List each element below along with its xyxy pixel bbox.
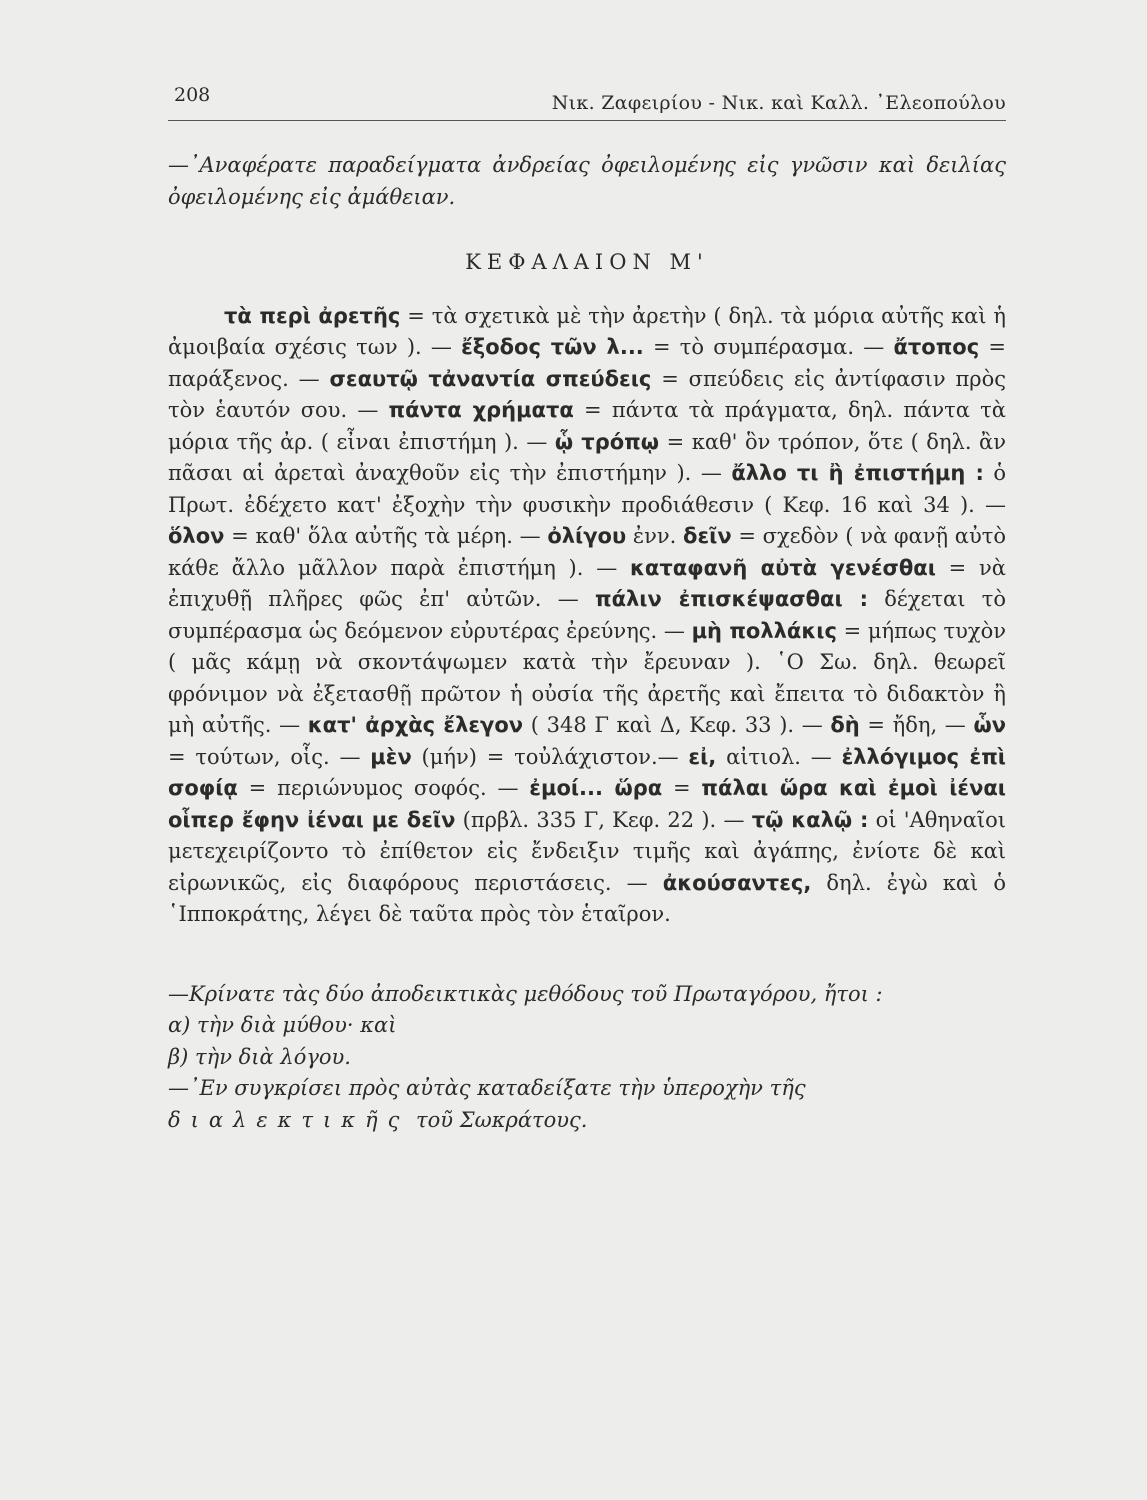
page-header — [168, 82, 1006, 121]
lemma-term: κατ' ἀρχὰς ἔλεγον — [307, 713, 524, 737]
lemma-term: μὲν — [370, 744, 412, 769]
gloss-text: (πρβλ. 335 Γ, Κεφ. 22 ). — — [455, 807, 752, 832]
chapter-title: ΚΕΦΑΛΑΙΟΝ Μ' — [465, 250, 709, 274]
gloss-text: αἰτιολ. — — [716, 744, 842, 769]
gloss-text: (μήν) = τοὐλάχιστον.— — [411, 744, 689, 769]
commentary-paragraph — [168, 301, 1006, 931]
question-1: —Κρίνατε τὰς δύο ἀποδεικτικὰς μεθόδους τοῦ Πρωταγόρου, ἤτοι : — [168, 981, 883, 1006]
question-1b: β) τὴν διὰ λόγου. — [168, 1044, 351, 1069]
lemma-term: πάλιν ἐπισκέψασθαι : — [594, 587, 868, 611]
gloss-text: = παράξενος. — — [168, 335, 1006, 391]
lemma-term: ἔξοδος τῶν λ... — [461, 335, 644, 359]
gloss-text: δέχεται τὸ συμπέρασμα ὡς δεόμενον εὐρυτέρας ἐρεύνης. — — [168, 587, 1006, 643]
gloss-text: = μήπως τυχὸν ( μᾶς κάμῃ νὰ σκοντάψωμεν κατὰ τὴν ἔρευναν ). ῾Ο Σω. δηλ. θεωρεῖ φρόνιμον νὰ ἐξετασθῇ πρῶτον ἡ οὐσία τῆς ἀρετῆς καὶ ἔπειτα τὸ διδακτὸν ἢ μὴ αὐτῆς. — — [168, 618, 1007, 737]
lemma-term: μὴ πολλάκις — [691, 618, 837, 643]
gloss-text: = — [662, 776, 702, 800]
gloss-text: = ἤδη, — — [859, 713, 974, 737]
gloss-text: ὁ Πρωτ. ἐδέχετο κατ' ἐξοχὴν τὴν φυσικὴν προδιάθεσιν ( Κεφ. 16 καὶ 34 ). — — [168, 461, 1006, 517]
gloss-text: οἱ 'Αθηναῖοι μετεχειρίζοντο τὸ ἐπίθετον εἰς ἔνδειξιν τιμῆς καὶ ἀγάπης, ἐνίοτε δὲ καὶ εἰρωνικῶς, εἰς διαφόρους περιστάσεις. — — [168, 807, 1007, 895]
intro-question: —᾿Αναφέρατε παραδείγματα ἀνδρείας ὀφειλομένης εἰς γνῶσιν καὶ δειλίας ὀφειλομένης εἰς ἀμάθειαν. — [168, 153, 1006, 209]
gloss-text: = σχεδὸν ( νὰ φανῇ αὐτὸ κάθε ἄλλο μᾶλλον παρὰ ἐπιστήμη ). — — [168, 524, 1006, 580]
gloss-text: = καθ' ὃν τρόπον, ὅτε ( δηλ. ἂν πᾶσαι αἱ ἀρεταὶ ἀναχθοῦν εἰς τὴν ἐπιστήμην ). — — [168, 429, 1006, 485]
question-2-spaced-word: διαλεκτικῆς — [168, 1107, 410, 1132]
question-2-suffix: τοῦ Σωκράτους. — [409, 1107, 588, 1132]
lemma-term: ὧν — [973, 713, 1007, 737]
lemma-term: καταφανῆ αὐτὰ γενέσθαι — [629, 555, 936, 580]
lemma-term: δὴ — [830, 713, 860, 737]
lemma-term: δεῖν — [683, 524, 732, 548]
gloss-text: ἐνν. — [626, 524, 684, 548]
lemma-term: ᾧ τρόπῳ — [554, 429, 660, 454]
gloss-text: = σπεύδεις εἰς ἀντίφασιν πρὸς τὸν ἑαυτόν σου. — — [168, 366, 1007, 422]
lemma-term: ἀκούσαντες, — [662, 870, 812, 895]
gloss-text: = τούτων, οἷς. — — [168, 744, 371, 769]
page-content — [168, 150, 1006, 1136]
lemma-term: ἐμοί... ὥρα — [529, 776, 663, 800]
question-2 — [168, 1073, 1006, 1136]
gloss-text: δηλ. ἐγὼ καὶ ὁ ῾Ιπποκράτης, λέγει δὲ ταῦτα πρὸς τὸν ἑταῖρον. — [168, 870, 1006, 926]
lemma-term: ἄτοπος — [893, 335, 980, 359]
gloss-text: ( 348 Γ καὶ Δ, Κεφ. 33 ). — — [523, 713, 831, 737]
lemma-term: ἄλλο τι ἢ ἐπιστήμη : — [731, 461, 984, 485]
lemma-term: ἐλλόγιμος ἐπὶ σοφίᾳ — [168, 744, 1006, 800]
running-head: Νικ. Ζαφειρίου - Νικ. καὶ Καλλ. ᾿Ελεοπούλου — [551, 92, 1006, 114]
page-number: 208 — [174, 84, 211, 106]
lemma-term: πάλαι ὥρα καὶ ἐμοὶ ἰέναι οἷπερ ἔφην ἰέναι με δεῖν — [168, 776, 1006, 832]
question-2-prefix: —᾿Εν συγκρίσει πρὸς αὐτὰς καταδείξατε τὴν ὑπεροχὴν τῆς — [168, 1076, 806, 1100]
gloss-text: = καθ' ὅλα αὐτῆς τὰ μέρη. — — [224, 524, 548, 548]
gloss-text: = τὰ σχετικὰ μὲ τὴν ἀρετὴν ( δηλ. τὰ μόρια αὐτῆς καὶ ἡ ἀμοιβαία σχέσις των ). — — [168, 303, 1006, 359]
gloss-text: = πάντα τὰ πράγματα, δηλ. πάντα τὰ μόρια τῆς ἀρ. ( εἶναι ἐπιστήμη ). — — [168, 398, 1006, 454]
lemma-term: ὅλον — [168, 524, 225, 548]
gloss-text: = τὸ συμπέρασμα. — — [643, 335, 894, 359]
lemma-term: ὀλίγου — [547, 524, 627, 548]
lemma-term: σεαυτῷ τἀναντία σπεύδεις — [329, 366, 652, 391]
gloss-text: = περιώνυμος σοφός. — — [237, 776, 530, 800]
lemma-term: εἰ, — [688, 744, 717, 769]
gloss-text: = νὰ ἐπιχυθῇ πλῆρες φῶς ἐπ' αὐτῶν. — — [168, 555, 1006, 611]
lemma-term: πάντα χρήματα — [388, 398, 574, 422]
lemma-term: τῷ καλῷ : — [751, 807, 869, 832]
question-1a: α) τὴν διὰ μύθου· καὶ — [168, 1013, 397, 1037]
lemma-term: τὰ περὶ ἀρετῆς — [224, 303, 401, 328]
